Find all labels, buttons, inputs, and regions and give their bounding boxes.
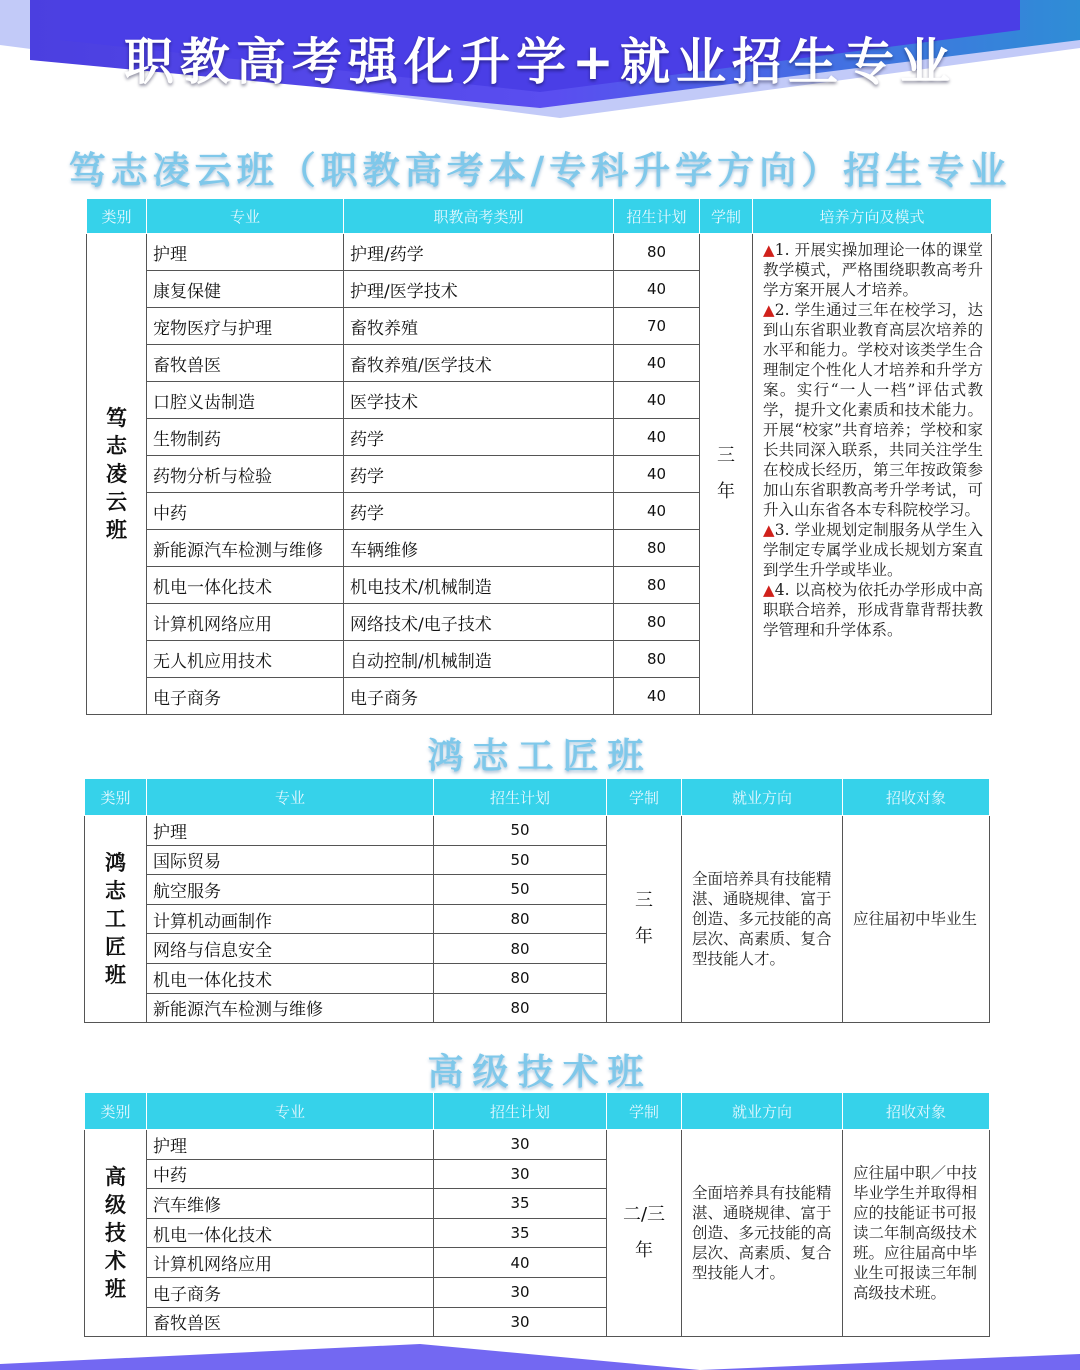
exam-type-cell: 药学 xyxy=(344,493,614,530)
section1.years-char: 年 xyxy=(717,481,735,502)
table-row xyxy=(85,816,990,846)
mode-paragraph xyxy=(763,580,983,640)
exam-type-cell: 畜牧养殖 xyxy=(344,308,614,345)
major-cell: 生物制药 xyxy=(147,419,344,456)
exam-type-cell: 电子商务 xyxy=(344,678,614,715)
plan-cell: 40 xyxy=(434,1248,607,1278)
header-exam-type: 职教高考类别 xyxy=(344,199,614,234)
years-cell xyxy=(607,816,682,1023)
header-mode: 培养方向及模式 xyxy=(753,199,992,234)
exam-type-cell: 机电技术/机械制造 xyxy=(344,567,614,604)
mode-cell xyxy=(753,234,992,715)
section3-table xyxy=(84,1092,990,1337)
major-cell: 航空服务 xyxy=(147,875,434,905)
plan-cell: 80 xyxy=(434,904,607,934)
major-cell: 康复保健 xyxy=(147,271,344,308)
plan-cell: 50 xyxy=(434,845,607,875)
triangle-icon: ▲ xyxy=(763,301,775,319)
exam-type-cell: 药学 xyxy=(344,456,614,493)
major-cell: 新能源汽车检测与维修 xyxy=(147,530,344,567)
plan-cell: 30 xyxy=(434,1159,607,1189)
plan-cell: 80 xyxy=(614,567,700,604)
section2.category-char: 鸿 xyxy=(105,851,126,876)
header-major: 专业 xyxy=(147,1093,434,1130)
plan-cell: 80 xyxy=(614,234,700,271)
mode-text: 4. 以高校为依托办学形成中高职联合培养，形成背靠背帮扶教学管理和升学体系。 xyxy=(763,581,983,639)
header-major: 专业 xyxy=(147,199,344,234)
section2-header-row xyxy=(85,779,990,816)
plan-cell: 40 xyxy=(614,382,700,419)
plan-cell: 50 xyxy=(434,816,607,846)
mode-text: 3. 学业规划定制服务从学生入学制定专属学业成长规划方案直到学生升学或毕业。 xyxy=(763,521,983,579)
mode-paragraph xyxy=(763,240,983,300)
plan-cell: 40 xyxy=(614,345,700,382)
header-plan: 招生计划 xyxy=(434,779,607,816)
plan-cell: 80 xyxy=(614,641,700,678)
major-cell: 计算机网络应用 xyxy=(147,604,344,641)
section1.category-char: 笃 xyxy=(106,406,127,430)
section3.years-char: 二/三 xyxy=(622,1204,666,1226)
plan-cell: 40 xyxy=(614,419,700,456)
section2.category-char: 班 xyxy=(105,963,126,988)
major-cell: 护理 xyxy=(147,1130,434,1160)
target-cell: 应往届初中毕业生 xyxy=(843,816,990,1023)
major-cell: 宠物医疗与护理 xyxy=(147,308,344,345)
plan-cell: 35 xyxy=(434,1218,607,1248)
section1-table xyxy=(86,198,992,715)
major-cell: 机电一体化技术 xyxy=(147,963,434,993)
years-cell xyxy=(700,234,753,715)
plan-cell: 40 xyxy=(614,456,700,493)
exam-type-cell: 药学 xyxy=(344,419,614,456)
major-cell: 护理 xyxy=(147,234,344,271)
exam-type-cell: 医学技术 xyxy=(344,382,614,419)
bottom-decoration xyxy=(0,1344,1080,1370)
plan-cell: 40 xyxy=(614,271,700,308)
mode-paragraph xyxy=(763,300,983,520)
mode-text: 2. 学生通过三年在校学习，达到山东省职业教育高层次培养的水平和能力。学校对该类学生合理制定个性化人才培养和升学方案。实行“一人一档”评估式教学，提升文化素质和技术能力。开展“校家”共育培养；学校和家长共同深入联系，共同关注学生在校成长经历，第三年按政策参加山东省职教高考升学考试，可升入山东省各本专科院校学习。 xyxy=(763,301,983,519)
section1.category-char: 志 xyxy=(106,434,127,458)
section2.category-char: 匠 xyxy=(105,935,126,960)
section3-header-row xyxy=(85,1093,990,1130)
header-years: 学制 xyxy=(700,199,753,234)
header-years: 学制 xyxy=(607,1093,682,1130)
major-cell: 畜牧兽医 xyxy=(147,345,344,382)
triangle-icon: ▲ xyxy=(763,581,775,599)
exam-type-cell: 车辆维修 xyxy=(344,530,614,567)
exam-type-cell: 护理/医学技术 xyxy=(344,271,614,308)
table-row xyxy=(87,234,992,271)
section3.category-char: 术 xyxy=(105,1249,126,1274)
major-cell: 网络与信息安全 xyxy=(147,934,434,964)
triangle-icon: ▲ xyxy=(763,521,775,539)
category-cell xyxy=(85,1130,147,1337)
mode-text: 1. 开展实操加理论一体的课堂教学模式，严格围绕职教高考升学方案开展人才培养。 xyxy=(763,241,983,299)
major-cell: 中药 xyxy=(147,493,344,530)
years-cell xyxy=(607,1130,682,1337)
exam-type-cell: 网络技术/电子技术 xyxy=(344,604,614,641)
major-cell: 药物分析与检验 xyxy=(147,456,344,493)
plan-cell: 30 xyxy=(434,1277,607,1307)
plan-cell: 70 xyxy=(614,308,700,345)
plan-cell: 30 xyxy=(434,1130,607,1160)
section3.category-char: 级 xyxy=(105,1193,126,1218)
header-major: 专业 xyxy=(147,779,434,816)
major-cell: 口腔义齿制造 xyxy=(147,382,344,419)
header-years: 学制 xyxy=(607,779,682,816)
plan-cell: 80 xyxy=(434,993,607,1023)
section1.years-char: 三 xyxy=(717,445,735,466)
section3-title: 高级技术班 xyxy=(427,1052,653,1093)
major-cell: 机电一体化技术 xyxy=(147,1218,434,1248)
major-cell: 计算机动画制作 xyxy=(147,904,434,934)
plan-cell: 50 xyxy=(434,875,607,905)
header-target: 招收对象 xyxy=(843,1093,990,1130)
major-cell: 电子商务 xyxy=(147,1277,434,1307)
table-row xyxy=(85,1130,990,1160)
section1-title: 笃志凌云班（职教高考本/专科升学方向）招生专业 xyxy=(68,149,1012,192)
major-cell: 中药 xyxy=(147,1159,434,1189)
header-category: 类别 xyxy=(85,779,147,816)
major-cell: 计算机网络应用 xyxy=(147,1248,434,1278)
section3.category-char: 班 xyxy=(105,1277,126,1302)
major-cell: 无人机应用技术 xyxy=(147,641,344,678)
major-cell: 新能源汽车检测与维修 xyxy=(147,993,434,1023)
plan-cell: 80 xyxy=(434,934,607,964)
section2-title: 鸿志工匠班 xyxy=(427,736,653,777)
section3.category-char: 技 xyxy=(105,1221,126,1246)
header-employment: 就业方向 xyxy=(682,779,843,816)
header-plan: 招生计划 xyxy=(614,199,700,234)
plan-cell: 35 xyxy=(434,1189,607,1219)
section2.years-char: 三 xyxy=(635,890,653,912)
section3.years-char: 年 xyxy=(635,1240,653,1262)
header-target: 招收对象 xyxy=(843,779,990,816)
section1.category-char: 班 xyxy=(106,518,127,542)
major-cell: 国际贸易 xyxy=(147,845,434,875)
section1-header-row xyxy=(87,199,992,234)
plan-cell: 80 xyxy=(434,963,607,993)
major-cell: 汽车维修 xyxy=(147,1189,434,1219)
plan-cell: 30 xyxy=(434,1307,607,1337)
major-cell: 机电一体化技术 xyxy=(147,567,344,604)
section1.category-char: 云 xyxy=(106,490,127,514)
header-category: 类别 xyxy=(87,199,147,234)
section2-table xyxy=(84,778,990,1023)
major-cell: 畜牧兽医 xyxy=(147,1307,434,1337)
triangle-icon: ▲ xyxy=(763,241,775,259)
employment-cell: 全面培养具有技能精湛、通晓规律、富于创造、多元技能的高层次、高素质、复合型技能人才。 xyxy=(682,1130,843,1337)
target-cell: 应往届中职／中技毕业学生并取得相应的技能证书可报读二年制高级技术班。应往届高中毕业生可报读三年制高级技术班。 xyxy=(843,1130,990,1337)
exam-type-cell: 畜牧养殖/医学技术 xyxy=(344,345,614,382)
exam-type-cell: 自动控制/机械制造 xyxy=(344,641,614,678)
section3.category-char: 高 xyxy=(105,1165,126,1190)
exam-type-cell: 护理/药学 xyxy=(344,234,614,271)
category-cell xyxy=(87,234,147,715)
plan-cell: 40 xyxy=(614,493,700,530)
plan-cell: 80 xyxy=(614,530,700,567)
major-cell: 护理 xyxy=(147,816,434,846)
plan-cell: 80 xyxy=(614,604,700,641)
section2.years-char: 年 xyxy=(635,926,653,948)
category-cell xyxy=(85,816,147,1023)
section2.category-char: 工 xyxy=(105,907,126,932)
header-employment: 就业方向 xyxy=(682,1093,843,1130)
section1.category-char: 凌 xyxy=(106,462,127,486)
plan-cell: 40 xyxy=(614,678,700,715)
major-cell: 电子商务 xyxy=(147,678,344,715)
header-banner xyxy=(0,0,1080,118)
section2.category-char: 志 xyxy=(105,879,126,904)
employment-cell: 全面培养具有技能精湛、通晓规律、富于创造、多元技能的高层次、高素质、复合型技能人才。 xyxy=(682,816,843,1023)
page-title: 职教高考强化升学+就业招生专业 xyxy=(124,33,956,91)
header-plan: 招生计划 xyxy=(434,1093,607,1130)
mode-paragraph xyxy=(763,520,983,580)
header-category: 类别 xyxy=(85,1093,147,1130)
